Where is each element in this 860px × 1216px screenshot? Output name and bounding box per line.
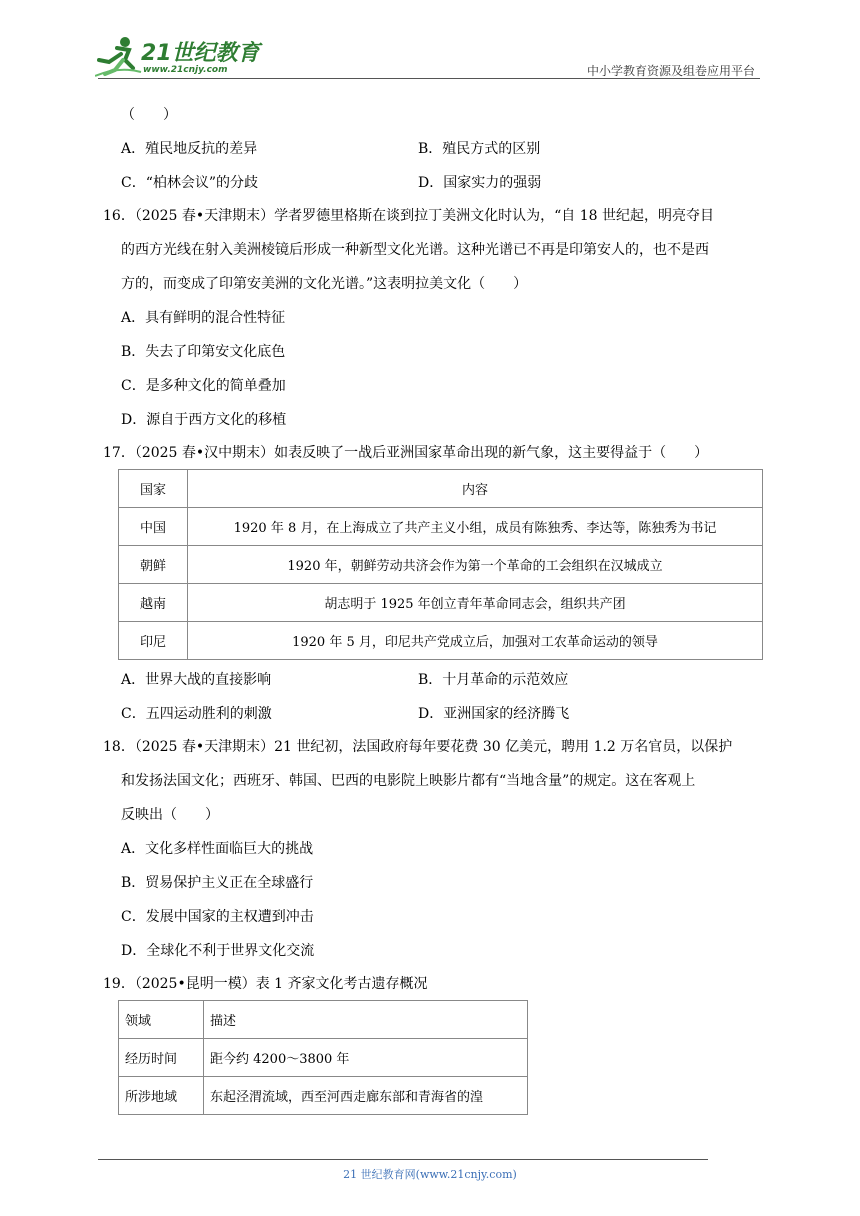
q15-stem-tail: （ ） bbox=[121, 107, 177, 123]
footer-link[interactable]: 21 世纪教育网(www.21cnjy.com) bbox=[343, 1168, 517, 1181]
footer-divider bbox=[98, 1159, 708, 1160]
q17-option-b: B．十月革命的示范效应 bbox=[418, 672, 569, 688]
q15-option-c: C．“柏林会议”的分歧 bbox=[121, 175, 259, 191]
runner-logo-icon bbox=[95, 36, 143, 78]
table-row bbox=[119, 508, 763, 546]
site-logo[interactable] bbox=[95, 36, 265, 78]
q18-option-c: C．发展中国家的主权遭到冲击 bbox=[121, 909, 314, 925]
page-header bbox=[0, 0, 860, 90]
q18-stem-line-3: 反映出（ ） bbox=[121, 807, 219, 823]
table-row bbox=[119, 546, 763, 584]
q17-option-a: A．世界大战的直接影响 bbox=[121, 672, 272, 688]
table-cell: 东起泾渭流域，西至河西走廊东部和青海省的湟 bbox=[204, 1077, 528, 1115]
q18-option-a: A．文化多样性面临巨大的挑战 bbox=[121, 841, 314, 857]
q16-option-a: A．具有鲜明的混合性特征 bbox=[121, 310, 286, 326]
table-row bbox=[119, 584, 763, 622]
table-header-cell: 领域 bbox=[119, 1001, 204, 1039]
q17-table bbox=[118, 469, 763, 660]
table-cell: 朝鲜 bbox=[119, 546, 188, 584]
logo-url: www.21cnjy.com bbox=[143, 65, 228, 75]
table-header-row bbox=[119, 1001, 528, 1039]
q19-stem: 19．（2025•昆明一模）表 1 齐家文化考古遗存概况 bbox=[103, 976, 428, 992]
table-cell: 中国 bbox=[119, 508, 188, 546]
table-row bbox=[119, 622, 763, 660]
table-cell: 印尼 bbox=[119, 622, 188, 660]
table-cell: 经历时间 bbox=[119, 1039, 204, 1077]
q17-option-c: C．五四运动胜利的刺激 bbox=[121, 706, 272, 722]
platform-title: 中小学教育资源及组卷应用平台 bbox=[586, 64, 755, 78]
q16-stem-line-1: 16．（2025 春•天津期末）学者罗德里格斯在谈到拉丁美洲文化时认为，“自 18 世纪起，明亮夺目 bbox=[103, 208, 715, 224]
table-row bbox=[119, 1039, 528, 1077]
header-divider bbox=[98, 78, 760, 79]
q17-option-d: D．亚洲国家的经济腾飞 bbox=[418, 706, 570, 722]
q16-option-c: C．是多种文化的简单叠加 bbox=[121, 378, 286, 394]
logo-text: 21世纪教育 bbox=[141, 41, 260, 66]
table-header-cell: 描述 bbox=[204, 1001, 528, 1039]
table-header-cell: 国家 bbox=[119, 470, 188, 508]
table-cell: 1920 年 8 月，在上海成立了共产主义小组，成员有陈独秀、李达等，陈独秀为书记 bbox=[188, 508, 763, 546]
q16-stem-line-2: 的西方光线在射入美洲棱镜后形成一种新型文化光谱。这种光谱已不再是印第安人的，也不是西 bbox=[121, 242, 709, 258]
table-row bbox=[119, 1077, 528, 1115]
q16-option-b: B．失去了印第安文化底色 bbox=[121, 344, 286, 360]
q17-stem: 17．（2025 春•汉中期末）如表反映了一战后亚洲国家革命出现的新气象，这主要得益于（ ） bbox=[103, 445, 709, 461]
table-cell: 越南 bbox=[119, 584, 188, 622]
q15-option-d: D．国家实力的强弱 bbox=[418, 175, 542, 191]
table-header-row bbox=[119, 470, 763, 508]
table-cell: 胡志明于 1925 年创立青年革命同志会，组织共产团 bbox=[188, 584, 763, 622]
q18-stem-line-2: 和发扬法国文化；西班牙、韩国、巴西的电影院上映影片都有“当地含量”的规定。这在客观上 bbox=[121, 773, 696, 789]
table-cell: 距今约 4200～3800 年 bbox=[204, 1039, 528, 1077]
q15-option-b: B．殖民方式的区别 bbox=[418, 141, 541, 157]
table-cell: 1920 年，朝鲜劳动共济会作为第一个革命的工会组织在汉城成立 bbox=[188, 546, 763, 584]
table-header-cell: 内容 bbox=[188, 470, 763, 508]
table-cell: 1920 年 5 月，印尼共产党成立后，加强对工农革命运动的领导 bbox=[188, 622, 763, 660]
q19-table bbox=[118, 1000, 528, 1115]
table-cell: 所涉地域 bbox=[119, 1077, 204, 1115]
q16-stem-line-3: 方的，而变成了印第安美洲的文化光谱。”这表明拉美文化（ ） bbox=[121, 276, 528, 292]
q18-option-b: B．贸易保护主义正在全球盛行 bbox=[121, 875, 314, 891]
q18-stem-line-1: 18．（2025 春•天津期末）21 世纪初，法国政府每年要花费 30 亿美元，聘用 1.2 万名官员，以保护 bbox=[103, 739, 733, 755]
q16-option-d: D．源自于西方文化的移植 bbox=[121, 412, 287, 428]
q15-option-a: A．殖民地反抗的差异 bbox=[121, 141, 258, 157]
q18-option-d: D．全球化不利于世界文化交流 bbox=[121, 943, 315, 959]
